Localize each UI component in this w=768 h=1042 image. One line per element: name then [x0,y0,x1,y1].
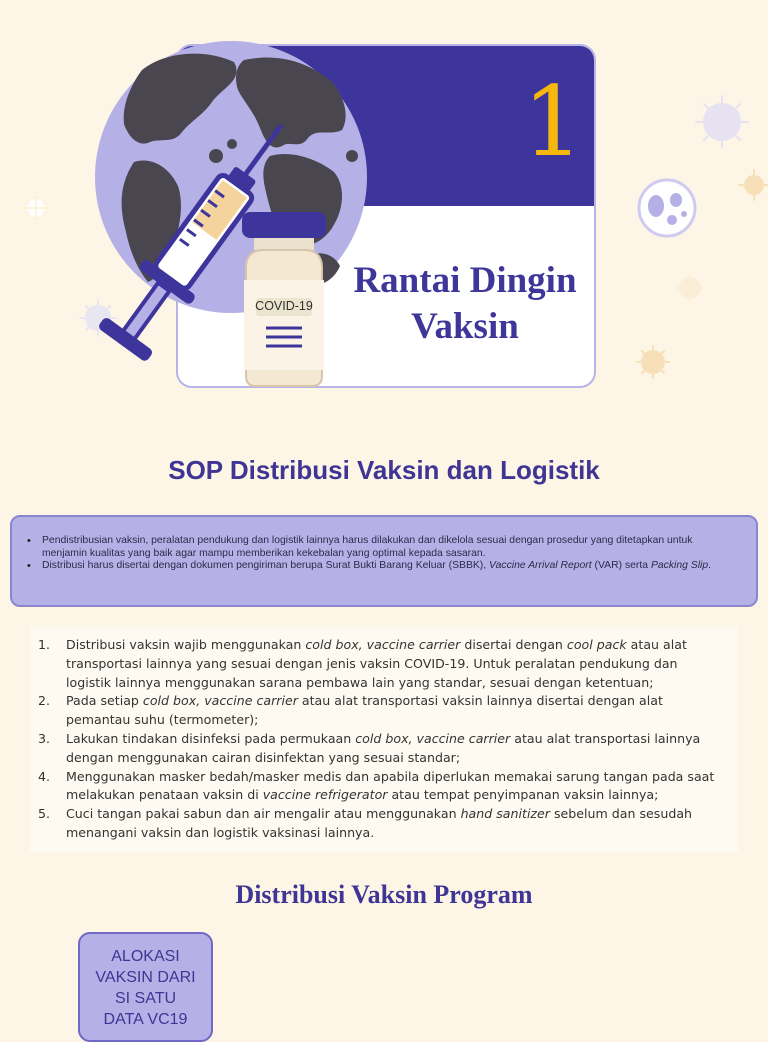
hero-title [320,258,610,350]
text-run: Pada setiap [66,693,143,709]
step-number: 1. [38,637,51,652]
text-run: sebelum dan sesudah menangani vaksin dan logistik vaksinasi lainnya. [66,806,693,840]
italic-term: cold box, vaccine carrier [305,637,461,652]
text-run: Distribusi vaksin wajib menggunakan [66,637,306,652]
allocation-line: ALOKASI [111,948,180,965]
hero-title-line1: Rantai Dingin [353,260,577,301]
step-number: 3. [38,730,51,746]
step-item [38,768,720,806]
vial-label: COVID-19 [255,299,313,313]
text-run: Lakukan tindakan disinfeksi pada permukaan [66,730,356,746]
text-run: Menggunakan masker bedah/masker medis dan apabila diperlukan memakai sarung tangan pada saat melakukan penataan vaksin di [66,768,715,803]
text-run: Cuci tangan pakai sabun dan air mengalir atau menggunakan [66,806,461,822]
italic-term: hand sanitizer [460,806,550,822]
program-title: Distribusi Vaksin Program [235,880,533,909]
step-item [38,636,720,692]
text-run: Distribusi harus disertai dengan dokumen pengiriman berupa Surat Bukti Barang Keluar (SBBK), [42,560,490,571]
text-run: atau tempat penyimpanan vaksin lainnya; [387,787,659,803]
step-number: 2. [38,693,51,709]
chapter-number: 1 [522,66,584,178]
allocation-line: DATA VC19 [103,1011,188,1028]
note-item [42,560,736,573]
step-item [38,692,720,730]
italic-term: cool pack [566,637,627,652]
sop-title: SOP Distribusi Vaksin dan Logistik [168,455,600,485]
step-number: 4. [38,768,51,784]
text-run: . [708,560,712,571]
note-list [26,535,736,573]
hero-title-line2: Vaksin [411,306,519,347]
text-run: atau alat transportasi lainnya dengan menggunakan cairan disinfektan yang sesuai standar; [66,730,701,765]
allocation-line: SI SATU [114,990,177,1007]
note-box [10,515,758,607]
italic-term: cold box, vaccine carrier [142,693,298,709]
italic-term: Packing Slip [650,560,709,571]
allocation-box [78,932,213,1042]
step-item [38,805,720,843]
text-run: disertai dengan [460,637,567,652]
text-run: atau alat transportasi lainnya yang sesuai dengan jenis vaksin COVID-19. Untuk peralatan pendukung dan logistik lainnya menggunakan sarana pembawa lain yang standar, sesuai dengan ketentuan; [66,637,687,690]
step-item [38,730,720,768]
allocation-line: VAKSIN DARI [95,969,196,986]
note-item [42,535,736,560]
text-run: atau alat transportasi vaksin lainnya disertai dengan alat pemantau suhu (termometer); [66,693,663,728]
text-run: (VAR) serta [591,560,651,571]
text-run: Pendistribusian vaksin, peralatan pendukung dan logistik lainnya harus dilakukan dan dikelola sesuai dengan prosedur yang ditetapkan untuk menjamin kualitas yang baik agar mampu memberikan kekebalan yang optimal kepada sasaran. [42,535,693,559]
step-number: 5. [38,806,51,822]
steps-list [38,636,720,843]
italic-term: cold box, vaccine carrier [355,730,511,746]
steps-panel [30,627,738,852]
italic-term: Vaccine Arrival Report [489,560,592,571]
italic-term: vaccine refrigerator [262,787,388,803]
